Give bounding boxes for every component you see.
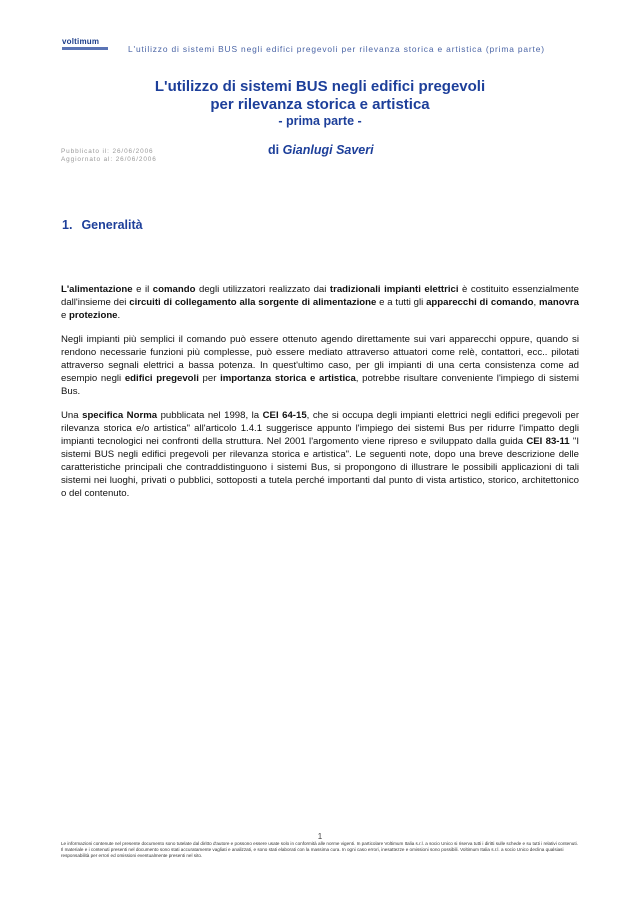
title-line-1: L'utilizzo di sistemi BUS negli edifici pregevoli xyxy=(154,78,486,95)
paragraph-1-run-11: e xyxy=(61,310,70,321)
voltimum-logo xyxy=(62,37,108,49)
published-date: Pubblicato il: 26/06/2006 xyxy=(61,148,154,155)
author-prefix: di xyxy=(268,143,280,157)
paragraph-3-run-6: "I sistemi BUS negli edifici pregevoli per rilevanza storica e artistica". Le seguenti note, dopo una breve descrizione delle caratteristiche principali che contraddistinguono i sistemi Bus, si propongono di illustrare le possibili applicazioni di tali sistemi nei luoghi, privati o pubblici, sottoposti a tutela perché importanti dal punto di vista artistico, storico, architettonico o del contenuto. xyxy=(61,436,579,499)
footer-disclaimer xyxy=(61,841,581,859)
paragraph-1-run-2: comando xyxy=(152,284,196,295)
updated-date: Aggiornato al: 26/06/2006 xyxy=(61,156,157,163)
paragraph-2 xyxy=(61,333,579,398)
paragraph-1 xyxy=(61,283,579,322)
paragraph-1-run-10: manovra xyxy=(538,297,579,308)
paragraph-3-run-2: pubblicata nel 1998, la xyxy=(157,410,263,421)
paragraph-2-run-0: Negli impianti più semplici il comando può essere ottenuto agendo direttamente sui vari apparecchi oppure, quando si rendono necessarie funzioni più complesse, può essere mediato attraverso attuatori come relè, contattori, ecc.. pilotati attraverso segnali elettrici a bassa potenza. In quest'ultimo caso, per gli impianti di una certa consistenza come ad esempio negli xyxy=(61,334,579,384)
footer-line-2: Il materiale e i contenuti presenti nel documento sono stati accuratamente vagliati e analizzati, e sono stati elaborati con la massima cura. In ogni caso errori, inesattezze e omissioni sono possibili. Voltimum Italia s.r.l. a socio Unico declina qualsiasi responsabilità per errori ed omissioni eventualmente presenti nel sito. xyxy=(61,847,564,858)
title-line-2: per rilevanza storica e artistica xyxy=(210,96,430,113)
paragraph-3-run-1: specifica Norma xyxy=(82,410,158,421)
running-header-title: L'utilizzo di sistemi BUS negli edifici pregevoli per rilevanza storica e artistica (prima parte) xyxy=(128,44,545,54)
paragraph-3-run-3: CEI 64-15 xyxy=(262,410,307,421)
section-title: Generalità xyxy=(81,218,143,232)
paragraph-1-run-6: circuiti di collegamento alla sorgente di alimentazione xyxy=(129,297,377,308)
paragraph-1-run-13: . xyxy=(117,310,121,321)
paragraph-3-run-0: Una xyxy=(61,410,83,421)
paragraph-3 xyxy=(61,409,579,500)
paragraph-1-run-5: è costituito essenzialmente dall'insieme dei xyxy=(61,284,579,308)
footer-line-1: Le informazioni contenute nel presente documento sono tutelate dal diritto d'autore e possono essere usate solo in conformità alle norme vigenti. In particolare Voltimum Italia s.r.l. a socio Unico si riserva tutti i diritti sulle schede e su tutti i relativi contenuti. xyxy=(61,841,578,846)
paragraph-3-run-5: CEI 83-11 xyxy=(526,436,570,447)
paragraph-1-run-1: e il xyxy=(132,284,153,295)
paragraph-1-run-3: degli utilizzatori realizzato dai xyxy=(195,284,330,295)
paragraph-2-run-3: importanza storica e artistica xyxy=(220,373,356,384)
author-name: Gianlugi Saveri xyxy=(282,143,374,157)
paragraph-1-run-7: e a tutti gli xyxy=(376,297,427,308)
paragraph-1-run-0: L'alimentazione xyxy=(61,284,133,295)
section-number: 1. xyxy=(62,218,73,232)
paragraph-2-run-1: edifici pregevoli xyxy=(124,373,199,384)
body-text xyxy=(61,283,579,511)
author-line xyxy=(268,143,374,157)
paragraph-1-run-9: , xyxy=(533,297,539,308)
page-number: 1 xyxy=(317,832,323,841)
paragraph-2-run-2: per xyxy=(198,373,221,384)
paragraph-1-run-12: protezione xyxy=(69,310,118,321)
paragraph-1-run-4: tradizionali impianti elettrici xyxy=(329,284,459,295)
paragraph-1-run-8: apparecchi di comando xyxy=(426,297,534,308)
title-line-3: - prima parte - xyxy=(278,114,362,128)
logo-underline xyxy=(62,47,108,50)
paragraph-2-run-4: , potrebbe risultare conveniente l'impiego di sistemi Bus. xyxy=(61,373,579,397)
publication-meta xyxy=(61,148,157,164)
section-heading xyxy=(62,218,143,232)
document-title xyxy=(60,78,580,128)
paragraph-3-run-4: , che si occupa degli impianti elettrici negli edifici pregevoli per rilevanza storica e/o artistica" all'articolo 1.4.1 suggerisce appunto l'impiego dei sistemi Bus per ridurre l'impatto degli impianti tecnologici nei confronti della struttura. Nel 2001 l'argomento viene ripreso e sviluppato dalla guida xyxy=(61,410,580,447)
logo-text: voltimum xyxy=(62,37,100,46)
